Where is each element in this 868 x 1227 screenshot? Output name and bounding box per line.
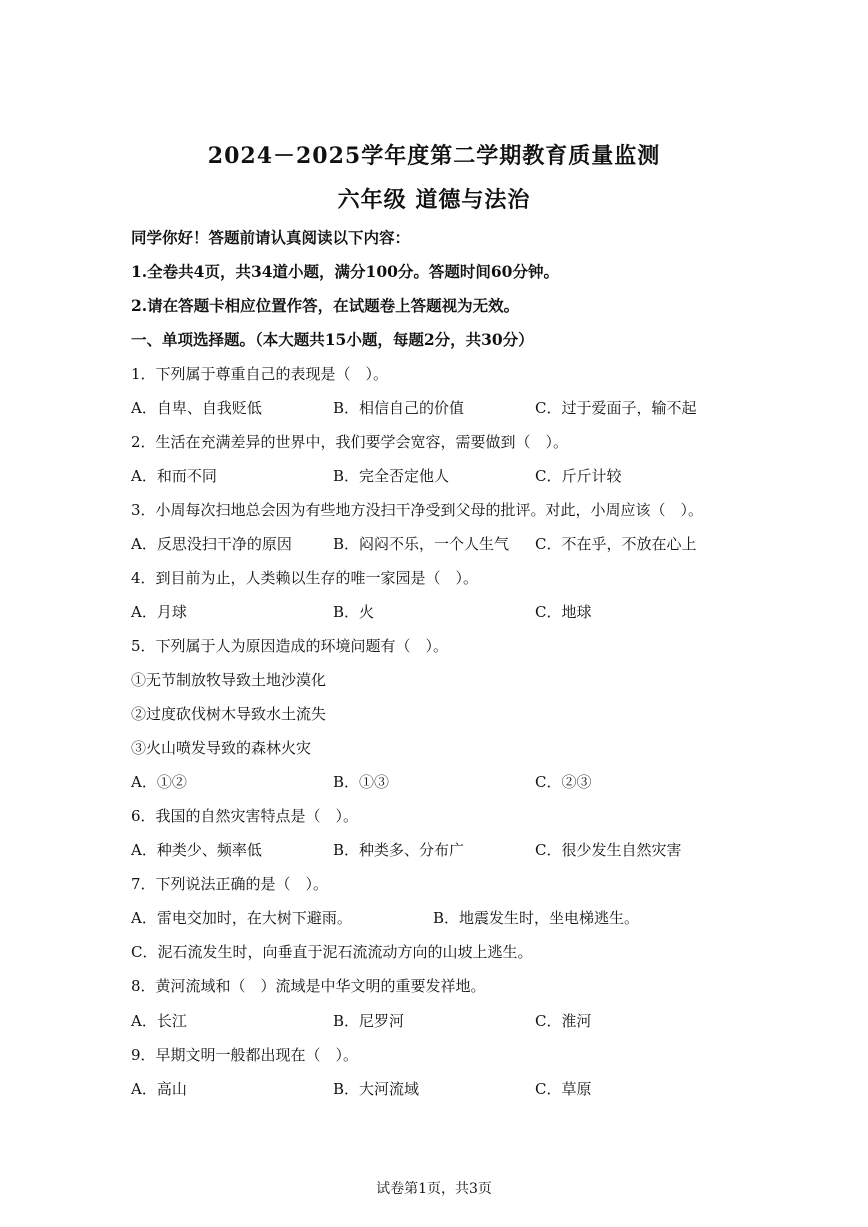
- option-b: B．相信自己的价值: [333, 399, 465, 417]
- option-b: B．完全否定他人: [333, 467, 450, 485]
- instruction-greeting: 同学你好！答题前请认真阅读以下内容：: [131, 228, 411, 247]
- question-stem: 3．小周每次扫地总会因为有些地方没扫干净受到父母的批评。对此，小周应该（ ）。: [131, 501, 704, 519]
- statement-item: ①无节制放牧导致土地沙漠化: [131, 671, 327, 689]
- exam-title: 2024－2025学年度第二学期教育质量监测: [207, 143, 661, 169]
- option-c: C．不在乎，不放在心上: [535, 535, 697, 553]
- option-b: B．地震发生时，坐电梯逃生。: [433, 909, 640, 927]
- exam-subtitle: 六年级 道德与法治: [337, 187, 531, 213]
- option-a: A．和而不同: [131, 467, 217, 485]
- statement-item: ②过度砍伐树木导致水土流失: [131, 705, 327, 723]
- question-stem: 7．下列说法正确的是（ ）。: [131, 875, 329, 893]
- option-c: C．②③: [535, 773, 592, 791]
- question-stem: 1．下列属于尊重自己的表现是（ ）。: [131, 365, 389, 383]
- option-c: C．过于爱面子，输不起: [535, 399, 697, 417]
- question-stem: 2．生活在充满差异的世界中，我们要学会宽容，需要做到（ ）。: [131, 433, 569, 451]
- option-c: C．草原: [535, 1080, 592, 1098]
- statement-item: ③火山喷发导致的森林火灾: [131, 739, 312, 757]
- option-b: B．①③: [333, 773, 390, 791]
- option-a: A．自卑、自我贬低: [131, 399, 262, 417]
- option-a: A．反思没扫干净的原因: [131, 535, 292, 553]
- option-c: C．泥石流发生时，向垂直于泥石流流动方向的山坡上逃生。: [131, 943, 533, 961]
- option-c: C．斤斤计较: [535, 467, 622, 485]
- option-c: C．地球: [535, 603, 592, 621]
- question-stem: 5．下列属于人为原因造成的环境问题有（ ）。: [131, 637, 449, 655]
- option-b: B．大河流域: [333, 1080, 420, 1098]
- option-b: B．尼罗河: [333, 1012, 405, 1030]
- instruction-rule-2: 2.请在答题卡相应位置作答，在试题卷上答题视为无效。: [131, 296, 520, 315]
- option-a: A．①②: [131, 773, 187, 791]
- option-b: B．火: [333, 603, 375, 621]
- question-stem: 9．早期文明一般都出现在（ ）。: [131, 1046, 359, 1064]
- option-a: A．高山: [131, 1080, 187, 1098]
- option-b: B．闷闷不乐，一个人生气: [333, 535, 510, 553]
- option-a: A．种类少、频率低: [131, 841, 262, 859]
- instruction-rule-1: 1.全卷共4页，共34道小题，满分100分。答题时间60分钟。: [131, 262, 559, 281]
- option-a: A．雷电交加时，在大树下避雨。: [131, 909, 352, 927]
- option-a: A．长江: [131, 1012, 187, 1030]
- option-c: C．淮河: [535, 1012, 592, 1030]
- page-footer: 试卷第1页，共3页: [376, 1181, 492, 1197]
- section-heading: 一、单项选择题。（本大题共15小题，每题2分，共30分）: [131, 330, 534, 349]
- question-stem: 4．到目前为止，人类赖以生存的唯一家园是（ ）。: [131, 569, 479, 587]
- question-stem: 6．我国的自然灾害特点是（ ）。: [131, 807, 359, 825]
- option-b: B．种类多、分布广: [333, 841, 465, 859]
- option-c: C．很少发生自然灾害: [535, 841, 682, 859]
- option-a: A．月球: [131, 603, 187, 621]
- question-stem: 8．黄河流域和（ ）流域是中华文明的重要发祥地。: [131, 977, 486, 995]
